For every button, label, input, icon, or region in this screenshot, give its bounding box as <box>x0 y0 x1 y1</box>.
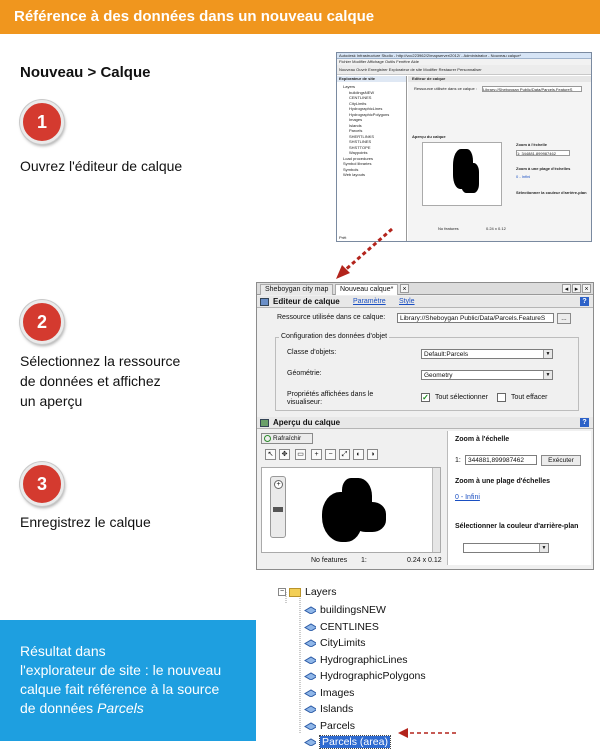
zoom-prev-icon[interactable]: ◐ <box>353 449 364 460</box>
zoom-plus-icon[interactable]: + <box>274 480 283 489</box>
pan-tool-icon[interactable]: ✥ <box>279 449 290 460</box>
tree-root-row[interactable] <box>278 584 337 600</box>
thumb-tree-item: Load procedures <box>343 155 374 161</box>
app-window-thumbnail <box>336 52 592 242</box>
select-tool-icon[interactable]: ↖ <box>265 449 276 460</box>
scale-thumb-label: Zoom à l'échelle <box>516 142 547 147</box>
geometry-value: Geometry <box>424 372 453 379</box>
site-explorer-tree <box>337 82 406 178</box>
app-menu: Fichier Modifier Affichage Outils Fenêtre Aide <box>339 59 419 64</box>
features-thumb: No features <box>438 226 459 231</box>
layer-icon <box>304 689 316 697</box>
layer-icon <box>304 623 316 631</box>
bg-thumb-label: Sélectionner la couleur d'arrière-plan <box>516 190 587 195</box>
thumb-tree-item: buildingsNEW <box>349 89 375 95</box>
props-label-2: visualiseur: <box>287 399 323 406</box>
close-tab-icon[interactable]: × <box>400 284 409 293</box>
tab-nav-right-icon[interactable]: ▸ <box>572 284 581 293</box>
tree-layer-item[interactable] <box>304 652 408 668</box>
preview-header <box>257 417 593 429</box>
zoom-rect-icon[interactable]: ▭ <box>295 449 306 460</box>
close-document-icon[interactable]: × <box>582 284 591 293</box>
tree-layer-label: buildingsNEW <box>320 604 386 616</box>
help-icon[interactable]: ? <box>580 297 589 306</box>
chevron-down-icon: ▼ <box>543 350 552 358</box>
header-bar <box>0 0 600 34</box>
tree-layer-label: CENTLINES <box>320 620 379 633</box>
chevron-down-icon: ▼ <box>543 371 552 379</box>
geometry-select[interactable] <box>421 370 553 380</box>
map-toolbar <box>261 449 441 463</box>
tree-layer-item[interactable] <box>304 734 390 750</box>
tab-nav-left-icon[interactable]: ◂ <box>562 284 571 293</box>
map-scrollbar[interactable] <box>432 468 440 552</box>
document-tabs <box>257 283 593 295</box>
step-3-badge: 3 <box>20 462 64 506</box>
zoom-range-link[interactable]: 0 - Infini <box>455 494 480 501</box>
layer-icon <box>304 722 316 730</box>
thumb-tree-item: Parcels <box>349 128 363 133</box>
folder-icon <box>289 588 301 597</box>
step-1-text: Ouvrez l'éditeur de calque <box>20 158 183 174</box>
editor-thumbnail <box>408 76 591 241</box>
feature-class-label: Classe d'objets: <box>287 349 337 356</box>
site-explorer-panel <box>337 76 407 241</box>
zoom-out-icon[interactable]: − <box>325 449 336 460</box>
tree-layer-item[interactable] <box>304 701 353 717</box>
result-line: calque fait référence à la source <box>20 681 220 697</box>
app-toolbar-labels: Nouveau Ouvrir Enregistrer Explorateur de site Modifier Restaurer Personnaliser <box>339 67 482 72</box>
bg-color-select[interactable] <box>463 543 549 553</box>
editor-header <box>257 296 593 308</box>
zoom-range-title: Zoom à une plage d'échelles <box>455 478 551 485</box>
tree-layer-label: HydrographicPolygons <box>320 670 426 682</box>
thumb-tree-item: Islands <box>349 122 362 128</box>
tree-layer-item[interactable] <box>304 619 379 635</box>
thumb-tree-item: SHERTLINKS <box>349 133 375 139</box>
refresh-button[interactable] <box>261 433 313 444</box>
result-box <box>0 620 256 741</box>
zoom-slider-thumb[interactable] <box>273 507 283 512</box>
help-icon[interactable]: ? <box>580 418 589 427</box>
range-thumb-label: Zoom à une plage d'échelles <box>516 166 571 171</box>
zoom-scale-title: Zoom à l'échelle <box>455 436 510 443</box>
tree-layer-item[interactable] <box>304 718 355 734</box>
tree-layer-label: Parcels (area) <box>322 736 388 748</box>
editor-thumb-title: Editeur de calque <box>408 76 591 82</box>
tree-layer-item[interactable] <box>304 685 354 701</box>
tree-layer-item[interactable] <box>304 602 386 618</box>
clear-all-checkbox[interactable] <box>497 393 506 402</box>
zoom-slider[interactable] <box>270 476 286 538</box>
tab-sheboygan-city-map[interactable]: Sheboygan city map <box>260 284 333 295</box>
layer-icon <box>304 705 316 713</box>
preview-thumb-map <box>422 142 502 206</box>
feature-class-value: Default:Parcels <box>424 351 469 358</box>
parcels-blob <box>352 502 386 532</box>
section-title: Nouveau > Calque <box>20 64 151 81</box>
tree-layer-label: Parcels <box>320 719 356 732</box>
result-italic: Parcels <box>97 700 144 716</box>
coords-thumb: 0.24 x 0.12 <box>486 226 506 231</box>
execute-button[interactable]: Exécuter <box>541 455 581 466</box>
thumb-tree-item: HydrographicLines <box>349 106 383 111</box>
browse-button[interactable]: ... <box>557 313 571 324</box>
feature-config-legend: Configuration des données d'objet <box>281 333 388 340</box>
thumb-tree-item: SHSTLINES <box>349 139 372 144</box>
collapse-icon[interactable]: − <box>279 588 285 596</box>
map-preview[interactable] <box>261 467 441 553</box>
layer-icon <box>304 606 316 614</box>
highlight-arrow <box>396 726 458 740</box>
props-label: Propriétés affichées dans le <box>287 391 374 398</box>
thumb-tree-item: Images <box>349 117 363 122</box>
app-title: Autodesk Infrastructure Studio - http://vcc223962/2/mapserver/2012/ - Administrator - Nouveau calque* <box>339 53 522 58</box>
thumb-tree-item: Waypoints <box>349 150 368 155</box>
chevron-down-icon: ▼ <box>539 544 548 552</box>
page-title: Référence à des données dans un nouveau calque <box>14 8 375 25</box>
step-2-line: de données et affichez <box>20 373 161 389</box>
tree-layer-label: HydrographicLines <box>320 653 408 666</box>
parcels-blob <box>461 163 479 193</box>
tree-layer-label: Islands <box>320 703 354 715</box>
layer-icon <box>304 639 316 647</box>
layer-icon <box>304 656 316 664</box>
step-2-text <box>20 351 180 411</box>
thumb-tree-item: SHSTTOPE <box>349 144 371 150</box>
layer-icon <box>304 672 316 680</box>
step-2-line: un aperçu <box>20 393 83 409</box>
parcels-shape <box>322 478 392 548</box>
clear-all-label: Tout effacer <box>511 394 548 401</box>
tab-parametre[interactable]: Paramètre <box>353 298 386 305</box>
editor-title: Editeur de calque <box>273 297 340 306</box>
step-2-badge: 2 <box>20 300 64 344</box>
bg-color-title: Sélectionner la couleur d'arrière-plan <box>455 523 579 530</box>
connector-arrow <box>330 225 400 285</box>
refresh-icon <box>264 435 271 442</box>
tree-layer-label: CityLimits <box>320 637 366 649</box>
thumb-tree-item: HydrographicPolygons <box>349 111 390 117</box>
select-all-checkbox[interactable]: ✓ <box>422 393 429 402</box>
refresh-label: Rafraîchir <box>273 435 302 442</box>
status-features: No features <box>311 557 348 564</box>
scale-prefix: 1: <box>455 457 461 464</box>
result-line: l'explorateur de site : le nouveau <box>20 662 222 678</box>
thumb-tree-item: CENTLINES <box>349 95 372 100</box>
tab-nouveau-calque[interactable]: Nouveau calque* <box>335 284 398 295</box>
thumb-tree-item: Layers <box>343 84 356 89</box>
tree-layer-item[interactable] <box>304 668 426 684</box>
thumb-tree-item: Web layouts <box>343 172 365 177</box>
thumb-tree-item: CityLimits <box>349 100 367 106</box>
select-all-label: Tout sélectionner <box>435 394 488 401</box>
feature-class-select[interactable] <box>421 349 553 359</box>
step-1-badge: 1 <box>20 100 64 144</box>
resource-field[interactable]: Library://Sheboygan Public/Data/Parcels.FeatureS <box>397 313 554 323</box>
preview-icon <box>260 419 269 427</box>
tree-root-label: Layers <box>305 586 337 598</box>
preview-title: Aperçu du calque <box>273 418 341 427</box>
thumb-tree-item: Symbols <box>343 166 359 172</box>
result-line: Résultat dans <box>20 643 106 659</box>
tab-style[interactable]: Style <box>399 298 415 305</box>
status-scale: 1: <box>361 557 367 564</box>
resource-thumb-value: Library://Sheboygan Public/Data/Parcels.FeatureS <box>482 86 582 92</box>
resource-label: Ressource utilisée dans ce calque: <box>277 314 386 321</box>
status-coords: 0.24 x 0.12 <box>407 557 442 564</box>
tree-layer-label: Images <box>320 686 355 699</box>
zoom-in-icon[interactable]: + <box>311 449 322 460</box>
resource-thumb-label: Ressource utilisée dans ce calque : <box>414 86 477 91</box>
step-3-text: Enregistrez le calque <box>20 514 151 530</box>
geometry-label: Géométrie: <box>287 370 322 377</box>
site-explorer-title: Explorateur de site <box>337 76 406 82</box>
zoom-extent-icon[interactable]: ⤢ <box>339 449 350 460</box>
layer-icon <box>304 738 316 746</box>
result-line <box>20 699 256 718</box>
app-toolbar <box>337 65 591 75</box>
editor-icon <box>260 298 269 306</box>
layer-editor-window <box>256 282 594 570</box>
status-bar: Prêt <box>339 235 347 240</box>
range-thumb-value: 0 - Infini <box>516 174 531 179</box>
scale-input[interactable]: 344881,899987462 <box>465 455 537 465</box>
result-last-prefix: de données <box>20 700 98 716</box>
scale-thumb-value: 1: 344881.899987462 <box>516 150 570 156</box>
step-2-line: Sélectionnez la ressource <box>20 353 181 369</box>
thumb-tree-item: Symbol libraries <box>343 161 372 166</box>
zoom-next-icon[interactable]: ◑ <box>367 449 378 460</box>
tree-layer-item[interactable] <box>304 635 366 651</box>
preview-thumb-title: Aperçu du calque <box>412 134 446 139</box>
